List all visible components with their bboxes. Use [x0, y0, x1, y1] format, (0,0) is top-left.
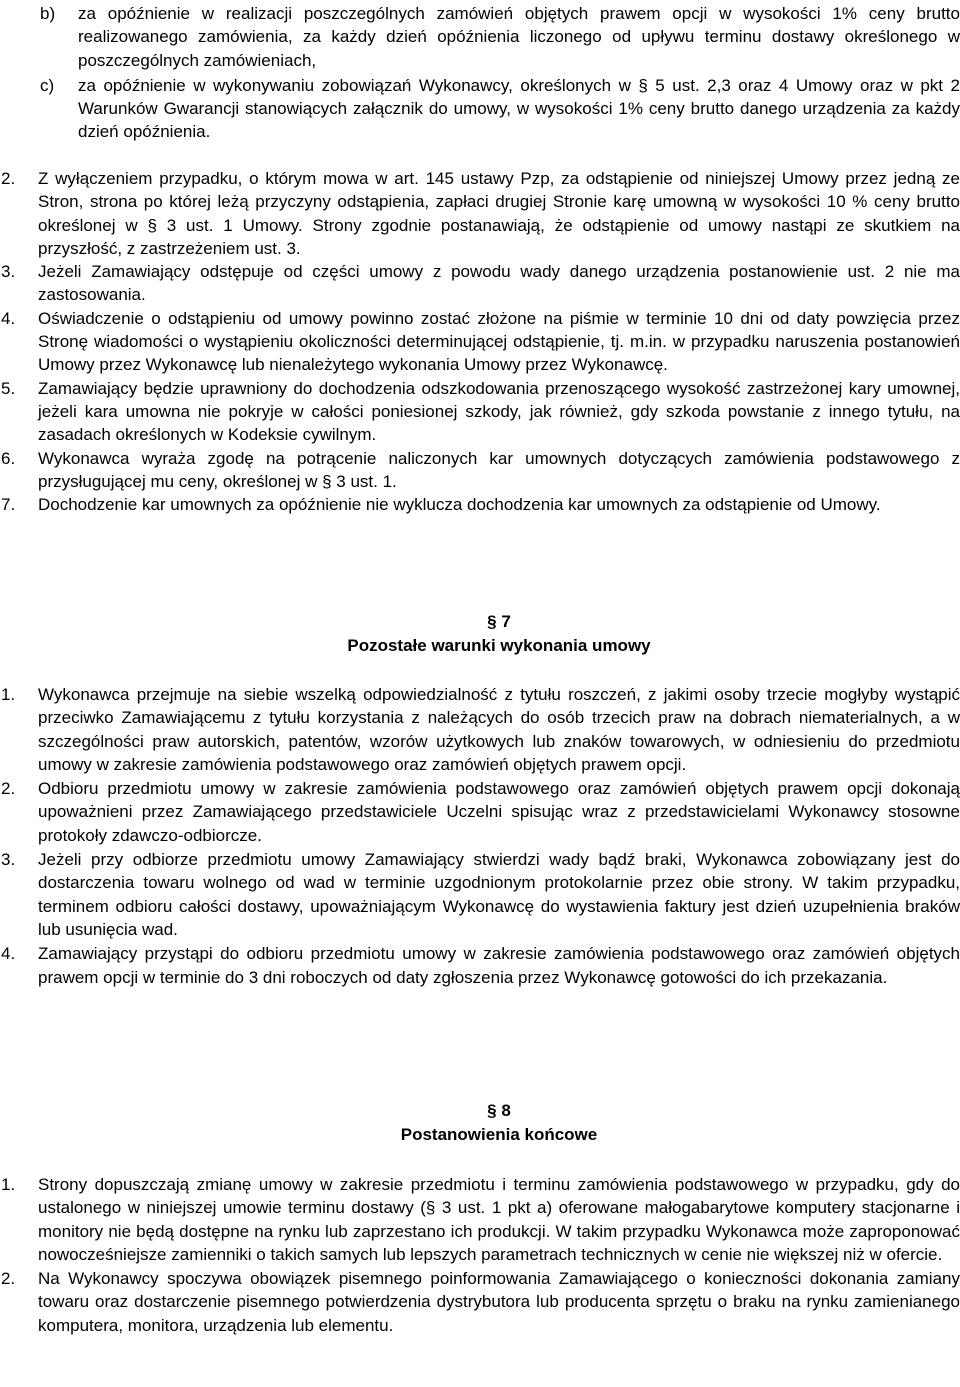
list-item-number: b) — [40, 4, 56, 23]
list-item-text: Zamawiający będzie uprawniony do dochodzenia odszkodowania przenoszącego wysokość zastrzeżonej kary umownej, jeżeli kara umowna nie pokryje w całości poniesionej szkody, jak również, gdy szkoda powstanie z innego tytułu, na zasadach określonych w Kodeksie cywilnym. — [38, 378, 960, 445]
list-item-3 — [0, 848, 960, 941]
list-item-3 — [0, 260, 960, 307]
section-number — [38, 1099, 960, 1122]
section-8-heading — [38, 1099, 960, 1147]
list-item-text: Jeżeli przy odbiorze przedmiotu umowy Zamawiający stwierdzi wady bądź braki, Wykonawca zobowiązany jest do dostarczenia towaru wolnego od wad w terminie uzgodnionym protokolarnie przez obie strony. W takim przypadku, terminem odbioru całości dostawy, upoważniającym Wykonawcę do wystawienia faktury jest dzień uzupełnienia braków lub usunięcia wad. — [38, 850, 960, 939]
list-item-text: Z wyłączeniem przypadku, o którym mowa w art. 145 ustawy Pzp, za odstąpienie od niniejszej Umowy przez jedną ze Stron, strona po której leżą przyczyny odstąpienia, zapłaci drugiej Stronie karę umowną w wysokości 10 % ceny brutto określonej w § 3 ust. 1 Umowy. Strony zgodnie postanawiają, że odstąpienie od umowy nastąpi ze skutkiem na przyszłość, z zastrzeżeniem ust. 3. — [38, 169, 960, 258]
list-item-5 — [0, 377, 960, 447]
list-item-4 — [0, 307, 960, 377]
list-item-number: 3. — [1, 262, 16, 282]
section-title: Pozostałe warunki wykonania umowy — [347, 636, 651, 656]
list-item-text: Na Wykonawcy spoczywa obowiązek pisemnego poinformowania Zamawiającego o konieczności dokonania zamiany towaru oraz dostarczenie pisemnego potwierdzenia dystrybutora lub producenta sprzętu o braku na rynku zamienianego komputera, monitora, urządzenia lub elementu. — [38, 1269, 960, 1335]
list-item-text: Dochodzenie kar umownych za opóźnienie nie wyklucza dochodzenia kar umownych za odstąpienie od Umowy. — [38, 495, 881, 515]
list-item-b — [0, 2, 960, 72]
list-item-text: Wykonawca przejmuje na siebie wszelką odpowiedzialność z tytułu roszczeń, z jakimi osoby trzecie mogłyby wystąpić przeciwko Zamawiającemu z tytułu korzystania z należących do osób trzecich praw na dobrach niematerialnych, a w szczególności praw autorskich, patentów, wzorów użytkowych lub znaków towarowych, w odniesieniu do przedmiotu umowy w zakresie zamówienia podstawowego oraz zamówień objętych prawem opcji. — [38, 685, 960, 774]
list-item-number: 6. — [1, 448, 16, 468]
list-item-number: c) — [40, 75, 55, 95]
list-item-number: 3. — [1, 850, 16, 870]
paragraph-sign: § — [487, 612, 497, 631]
section-number-value: 7 — [501, 612, 511, 631]
list-item-text: Oświadczenie o odstąpieniu od umowy powinno zostać złożone na piśmie w terminie 10 dni od daty powzięcia przez Stronę wiadomości o wystąpieniu okoliczności determinującej odstąpienie, tj. m.in. w przypadku naruszenia postanowień Umowy przez Wykonawcę lub nienależytego wykonania Umowy przez Wykonawcę. — [38, 308, 960, 375]
list-item-number: 4. — [1, 944, 16, 964]
list-item-2 — [0, 777, 960, 847]
list-item-number: 2. — [1, 169, 16, 188]
section-title: Postanowienia końcowe — [400, 1125, 598, 1145]
list-item-text: Strony dopuszczają zmianę umowy w zakresie przedmiotu i terminu zamówienia podstawowego w przypadku, gdy do ustalonego w niniejszej umowie terminu dostawy (§ 3 ust. 1 pkt a) oferowane małogabarytowe komputery stacjonarne i monitory nie będą dostępne na rynku lub zaprzestano ich produkcji. W takim przypadku Wykonawca może zaproponować nowocześniejsze zamienniki o takich samych lub lepszych parametrach technicznych w cenie nie większej niż w ofercie. — [38, 1175, 960, 1264]
list-item-number: 4. — [1, 308, 16, 328]
section-7-heading — [38, 610, 960, 658]
list-item-text: Wykonawca wyraża zgodę na potrącenie naliczonych kar umownych dotyczących zamówienia podstawowego z przysługującej mu ceny, określonej w § 3 ust. 1. — [38, 448, 960, 491]
list-item-4 — [0, 942, 960, 989]
list-item-1 — [0, 683, 960, 776]
list-item-6 — [0, 447, 960, 494]
penalty-subpoints — [0, 2, 960, 144]
penalty-points — [0, 167, 960, 516]
section-number — [38, 610, 960, 633]
section-7-items — [0, 683, 960, 989]
list-item-c — [0, 74, 960, 144]
list-item-text: Zamawiający przystąpi do odbioru przedmiotu umowy w zakresie zamówienia podstawowego oraz zamówień objętych prawem opcji w terminie do 3 dni roboczych od daty zgłoszenia przez Wykonawcę gotowości do ich przekazania. — [38, 944, 960, 987]
list-item-text: Jeżeli Zamawiający odstępuje od części umowy z powodu wady danego urządzenia postanowienie ust. 2 nie ma zastosowania. — [38, 262, 960, 305]
list-item-number: 7. — [1, 495, 16, 515]
section-8-items — [0, 1173, 960, 1337]
list-item-number: 1. — [1, 1175, 16, 1194]
list-item-text: Odbioru przedmiotu umowy w zakresie zamówienia podstawowego oraz zamówień objętych prawem opcji dokonają upoważnieni przez Zamawiającego przedstawiciele Uczelni spisując wraz z przedstawicielami Wykonawcy stosowne protokoły zdawczo-odbiorcze. — [38, 779, 960, 845]
list-item-2 — [0, 1267, 960, 1337]
list-item-text: za opóźnienie w wykonywaniu zobowiązań Wykonawcy, określonych w § 5 ust. 2,3 oraz 4 Umowy oraz w pkt 2 Warunków Gwarancji stanowiących załącznik do umowy, w wysokości 1% ceny brutto danego urządzenia za każdy dzień opóźnienia. — [78, 75, 960, 142]
list-item-text: za opóźnienie w realizacji poszczególnych zamówień objętych prawem opcji w wysokości 1% ceny brutto realizowanego zamówienia, za każdy dzień opóźnienia liczonego od upływu terminu dostawy określonego w poszczególnych zamówieniach, — [78, 4, 960, 70]
section-number-value: 8 — [501, 1101, 511, 1120]
list-item-number: 1. — [1, 685, 16, 704]
list-item-2 — [0, 167, 960, 260]
list-item-7 — [0, 493, 960, 516]
list-item-1 — [0, 1173, 960, 1266]
list-item-number: 5. — [1, 378, 16, 398]
list-item-number: 2. — [1, 1269, 16, 1289]
paragraph-sign: § — [487, 1101, 497, 1120]
list-item-number: 2. — [1, 779, 16, 799]
